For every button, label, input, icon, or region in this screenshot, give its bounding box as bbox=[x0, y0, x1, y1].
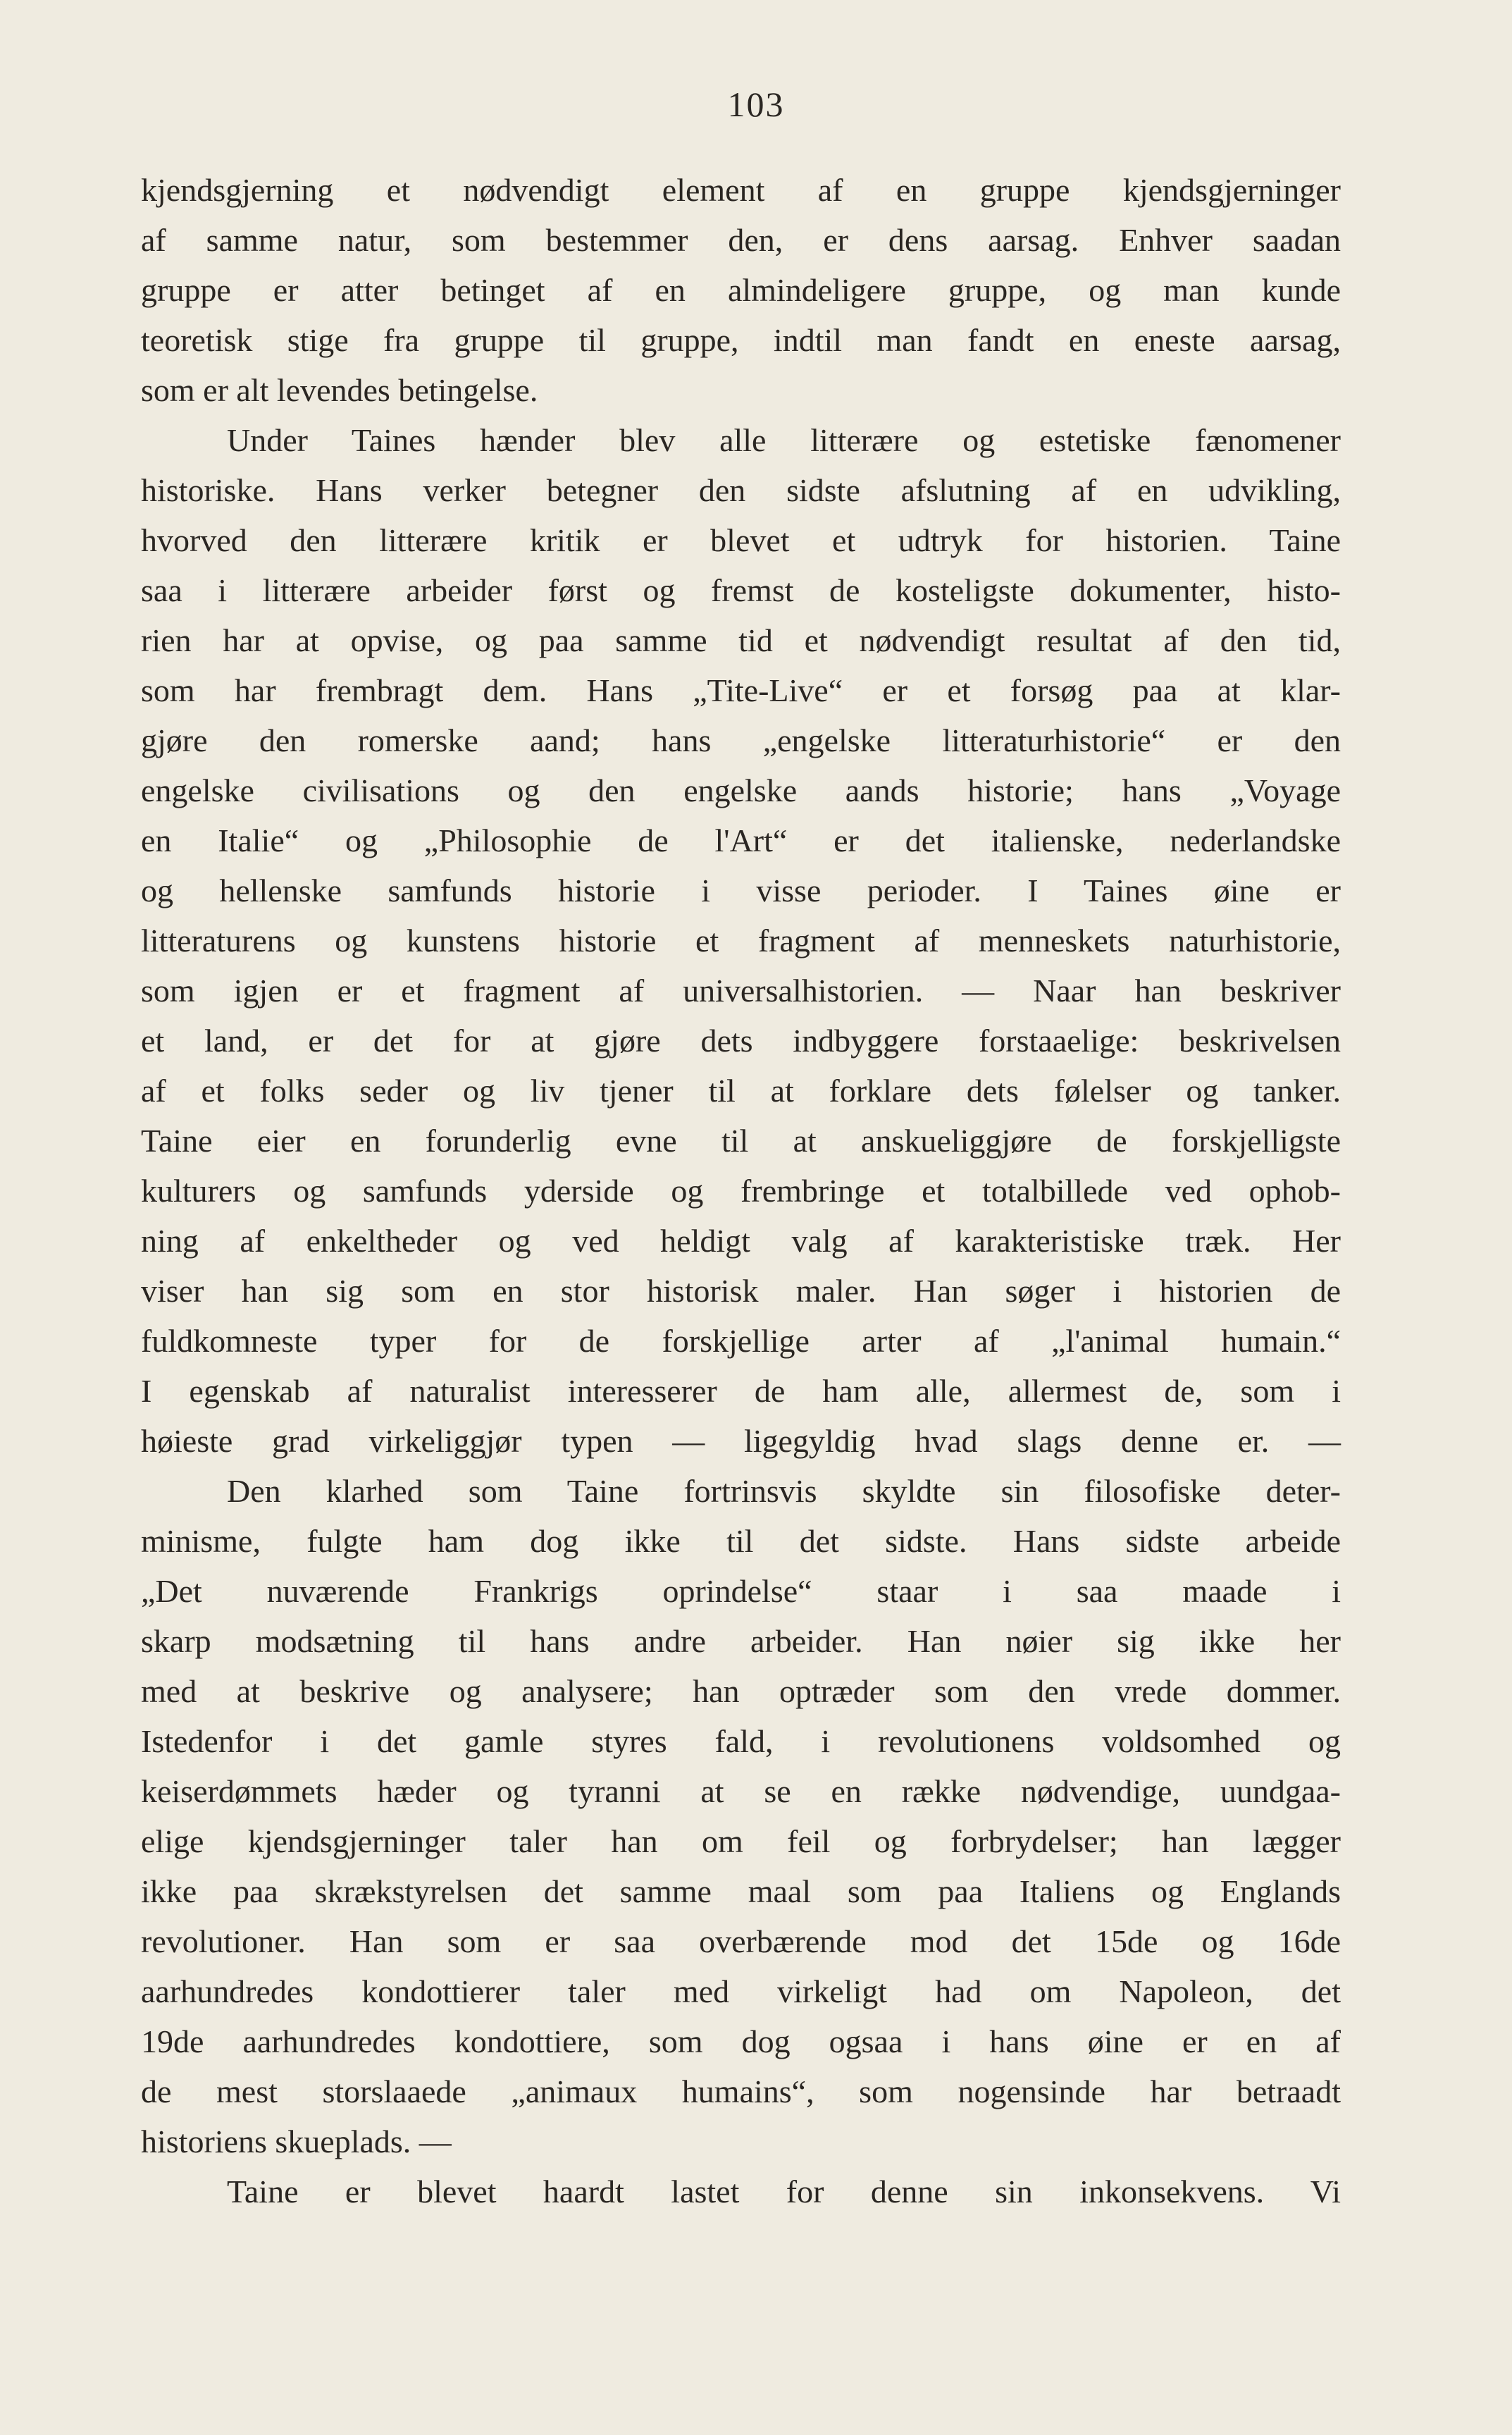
text-line: ikke paa skrækstyrelsen det samme maal som paa Italiens og Englands bbox=[141, 1873, 1341, 1909]
text-line: keiserdømmets hæder og tyranni at se en række nødvendige, uundgaa- bbox=[141, 1773, 1341, 1809]
text-line: revolutioner. Han som er saa overbærende mod det 15de og 16de bbox=[141, 1923, 1341, 1959]
text-line: engelske civilisations og den engelske aands historie; hans „Voyage bbox=[141, 772, 1341, 808]
text-line: gjøre den romerske aand; hans „engelske litteraturhistorie“ er den bbox=[141, 722, 1341, 758]
text-line: som igjen er et fragment af universalhistorien. — Naar han beskriver bbox=[141, 973, 1341, 1009]
text-line: minisme, fulgte ham dog ikke til det sidste. Hans sidste arbeide bbox=[141, 1523, 1341, 1559]
text-line: historiske. Hans verker betegner den sidste afslutning af en udvikling, bbox=[141, 472, 1341, 508]
text-line: 19de aarhundredes kondottiere, som dog ogsaa i hans øine er en af bbox=[141, 2023, 1341, 2059]
text-line: et land, er det for at gjøre dets indbyggere forstaaelige: beskrivelsen bbox=[141, 1023, 1341, 1059]
text-line: de mest storslaaede „animaux humains“, som nogensinde har betraadt bbox=[141, 2073, 1341, 2109]
text-line: elige kjendsgjerninger taler han om feil og forbrydelser; han lægger bbox=[141, 1823, 1341, 1859]
text-line: rien har at opvise, og paa samme tid et nødvendigt resultat af den tid, bbox=[141, 622, 1341, 658]
text-line: teoretisk stige fra gruppe til gruppe, indtil man fandt en eneste aarsag, bbox=[141, 322, 1341, 358]
body-text bbox=[141, 165, 1341, 2217]
text-line: fuldkomneste typer for de forskjellige arter af „l'animal humain.“ bbox=[141, 1323, 1341, 1359]
text-line: en Italie“ og „Philosophie de l'Art“ er det italienske, nederlandske bbox=[141, 822, 1341, 858]
text-line: viser han sig som en stor historisk maler. Han søger i historien de bbox=[141, 1273, 1341, 1309]
text-line: Taine eier en forunderlig evne til at anskueliggjøre de forskjelligste bbox=[141, 1123, 1341, 1159]
text-line: og hellenske samfunds historie i visse perioder. I Taines øine er bbox=[141, 873, 1341, 908]
text-line: gruppe er atter betinget af en almindeligere gruppe, og man kunde bbox=[141, 272, 1341, 308]
text-line: Taine er blevet haardt lastet for denne sin inkonsekvens. Vi bbox=[227, 2174, 1341, 2209]
text-line: skarp modsætning til hans andre arbeider. Han nøier sig ikke her bbox=[141, 1623, 1341, 1659]
text-line: med at beskrive og analysere; han optræder som den vrede dommer. bbox=[141, 1673, 1341, 1709]
text-line: aarhundredes kondottierer taler med virkeligt had om Napoleon, det bbox=[141, 1973, 1341, 2009]
text-line: saa i litterære arbeider først og fremst de kosteligste dokumenter, histo- bbox=[141, 572, 1341, 608]
text-line: af samme natur, som bestemmer den, er dens aarsag. Enhver saadan bbox=[141, 222, 1341, 258]
text-line: kjendsgjerning et nødvendigt element af en gruppe kjendsgjerninger bbox=[141, 172, 1341, 208]
text-line: litteraturens og kunstens historie et fragment af menneskets naturhistorie, bbox=[141, 923, 1341, 958]
text-line: kulturers og samfunds yderside og frembringe et totalbillede ved ophob- bbox=[141, 1173, 1341, 1209]
text-line: af et folks seder og liv tjener til at forklare dets følelser og tanker. bbox=[141, 1073, 1341, 1109]
text-line: Under Taines hænder blev alle litterære og estetiske fænomener bbox=[227, 422, 1341, 458]
text-line: hvorved den litterære kritik er blevet et udtryk for historien. Taine bbox=[141, 522, 1341, 558]
text-line: ning af enkeltheder og ved heldigt valg af karakteristiske træk. Her bbox=[141, 1223, 1341, 1259]
text-line: I egenskab af naturalist interesserer de ham alle, allermest de, som i bbox=[141, 1373, 1341, 1409]
text-line: historiens skueplads. — bbox=[141, 2123, 452, 2159]
text-line: som har frembragt dem. Hans „Tite-Live“ er et forsøg paa at klar- bbox=[141, 672, 1341, 708]
text-line: Istedenfor i det gamle styres fald, i revolutionens voldsomhed og bbox=[141, 1723, 1341, 1759]
text-line: Den klarhed som Taine fortrinsvis skyldte sin filosofiske deter- bbox=[227, 1473, 1341, 1509]
text-line: „Det nuværende Frankrigs oprindelse“ staar i saa maade i bbox=[141, 1573, 1341, 1609]
text-line: høieste grad virkeliggjør typen — ligegyldig hvad slags denne er. — bbox=[141, 1423, 1341, 1459]
page-number: 103 bbox=[727, 85, 785, 124]
text-line: som er alt levendes betingelse. bbox=[141, 372, 538, 408]
